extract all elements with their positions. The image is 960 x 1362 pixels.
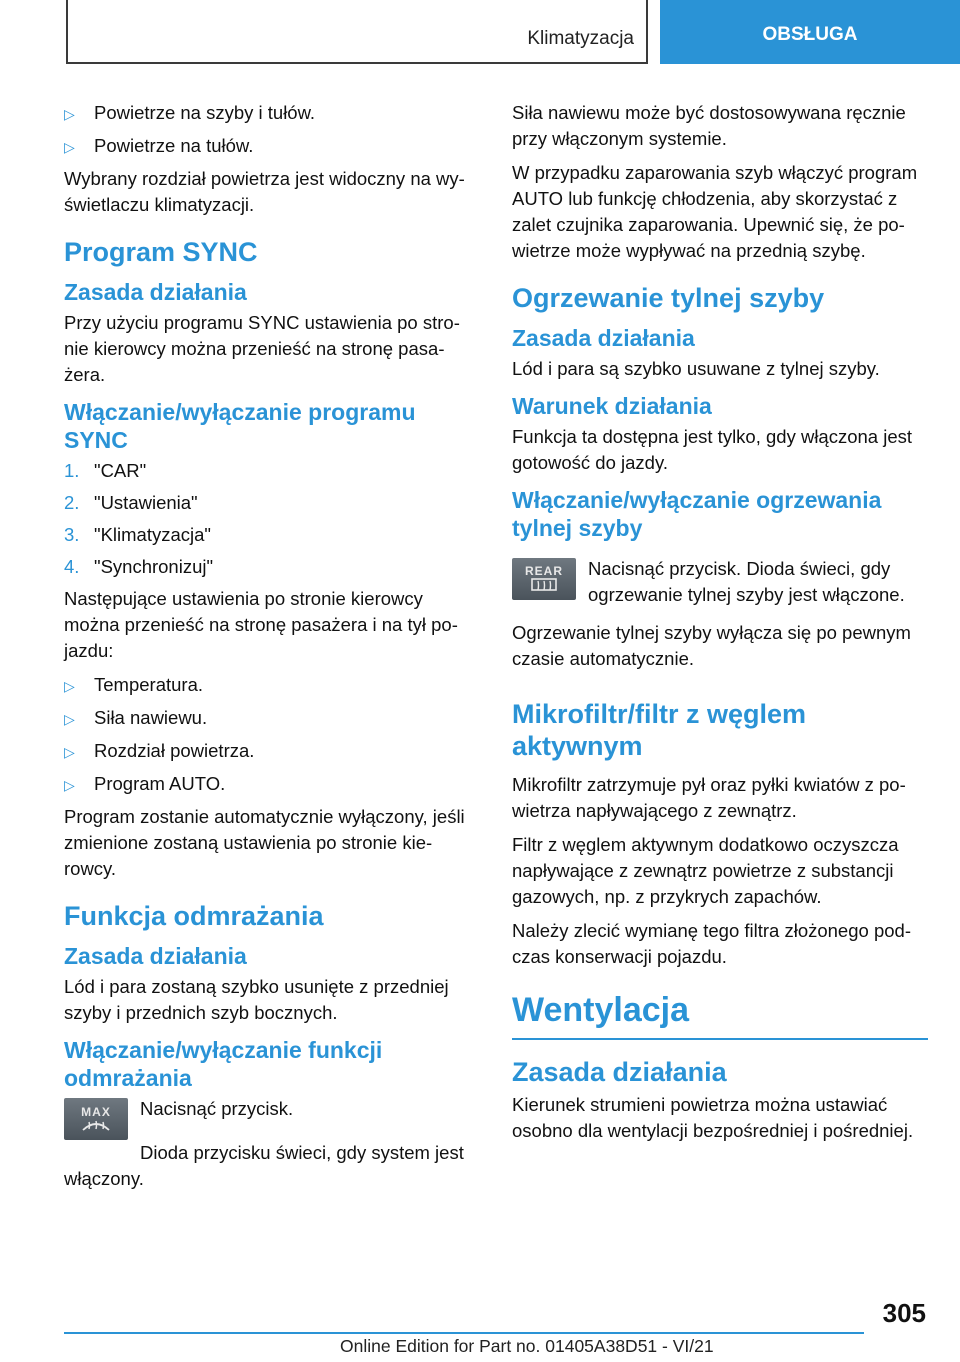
subheading-zasada: Zasada działania [64, 279, 247, 305]
triangle-bullet-icon: ▷ [64, 678, 75, 694]
heading-funkcja-odmrazania: Funkcja odmrażania [64, 901, 324, 931]
triangle-bullet-icon: ▷ [64, 106, 75, 122]
subheading-wlacz-ogrzewania: Włączanie/wyłączanie ogrzewania tylnej szyby [512, 487, 882, 541]
triangle-bullet-icon: ▷ [64, 744, 75, 760]
triangle-bullet-icon: ▷ [64, 139, 75, 155]
heading-ogrzewanie-tylnej-szyby: Ogrzewanie tylnej szyby [512, 283, 825, 313]
paragraph: Funkcja ta dostępna jest tylko, gdy włączona jest gotowość do jazdy. [512, 426, 913, 473]
button-instruction [512, 556, 928, 614]
paragraph: Wybrany rozdział powietrza jest widoczny na wyświetlaczu klimatyzacji. [64, 168, 465, 215]
section-tab[interactable]: OBSŁUGA [660, 0, 960, 64]
paragraph: Następujące ustawienia po stronie kierowcy można przenieść na stronę pasażera i na tył pojazdu: [64, 588, 458, 661]
paragraph: Przy użyciu programu SYNC ustawienia po stronie kierowcy można przenieść na stronę pasażera. [64, 312, 460, 385]
header-frame [66, 0, 648, 64]
step-item: 1. "CAR" [64, 460, 147, 481]
triangle-bullet-icon: ▷ [64, 777, 75, 793]
step-item: 3. "Klimatyzacja" [64, 524, 211, 545]
footer-divider [64, 1332, 864, 1334]
subheading-wlacz-odmrazania: Włączanie/wyłączanie funkcji odmrażania [64, 1037, 383, 1091]
rear-defrost-button-icon: REAR [512, 558, 576, 600]
heading-program-sync: Program SYNC [64, 237, 258, 267]
list-item: ▷ Rozdział powietrza. [64, 738, 476, 765]
paragraph: Nacisnąć przycisk. Dioda świeci, gdy ogrzewanie tylnej szyby jest włączone. [588, 558, 905, 605]
triangle-bullet-icon: ▷ [64, 711, 75, 727]
subheading-wlacz-sync: Włączanie/wyłączanie programu SYNC [64, 399, 416, 453]
paragraph: Lód i para są szybko usuwane z tylnej szyby. [512, 358, 880, 379]
list-item: ▷ Temperatura. [64, 672, 476, 699]
heading-wentylacja: Wentylacja [512, 990, 928, 1040]
paragraph: Mikrofiltr zatrzymuje pył oraz pyłki kwiatów z powietrza napływającego z zewnątrz. [512, 774, 906, 821]
list-item: ▷ Powietrze na szyby i tułów. [64, 100, 476, 127]
subheading-warunek: Warunek działania [512, 393, 712, 419]
step-item: 2. "Ustawienia" [64, 492, 198, 513]
paragraph: Program zostanie automatycznie wyłączony, jeśli zmienione zostaną ustawienia po stronie kierowcy. [64, 806, 465, 879]
heading-mikrofiltr: Mikrofiltr/filtr z węglem aktywnym [512, 699, 807, 761]
list-item: ▷ Siła nawiewu. [64, 705, 476, 732]
paragraph: Ogrzewanie tylnej szyby wyłącza się po pewnym czasie automatycznie. [512, 622, 911, 669]
paragraph: Nacisnąć przycisk. [140, 1098, 294, 1119]
chapter-title: Klimatyzacja [527, 28, 634, 49]
paragraph: Lód i para zostaną szybko usunięte z przedniej szyby i przednich szyb bocznych. [64, 976, 449, 1023]
page-number: 305 [882, 1298, 926, 1328]
subheading-zasada: Zasada działania [512, 1057, 727, 1087]
paragraph: Siła nawiewu może być dostosowywana ręcznie przy włączonym systemie. [512, 102, 906, 149]
left-column [64, 100, 476, 1200]
paragraph: Filtr z węglem aktywnym dodatkowo oczyszcza napływające z zewnątrz powietrze z substancji gazowych, np. z przykrych zapachów. [512, 834, 899, 907]
subheading-zasada: Zasada działania [512, 325, 695, 351]
max-defrost-button-icon: MAX [64, 1098, 128, 1140]
paragraph: Kierunek strumieni powietrza można ustawiać osobno dla wentylacji bezpośredniej i pośredniej. [512, 1094, 914, 1141]
paragraph: Dioda przycisku świeci, gdy system jest włączony. [64, 1142, 464, 1189]
right-column [512, 100, 928, 1152]
paragraph: W przypadku zaparowania szyb włączyć program AUTO lub funkcję chłodzenia, aby skorzystać z zalet czujnika zaparowania. Upewnić się, że powietrze może wypływać na przednią szybę. [512, 162, 918, 261]
edition-info: Online Edition for Part no. 01405A38D51 - VI/21 [340, 1336, 714, 1356]
rear-window-heat-icon [529, 577, 559, 593]
list-item: ▷ Program AUTO. [64, 771, 476, 798]
subheading-zasada: Zasada działania [64, 943, 247, 969]
defrost-waves-icon [81, 1118, 111, 1132]
paragraph: Należy zlecić wymianę tego filtra złożonego podczas konserwacji pojazdu. [512, 920, 911, 967]
step-item: 4. "Synchronizuj" [64, 556, 214, 577]
list-item: ▷ Powietrze na tułów. [64, 133, 476, 160]
button-instruction [64, 1096, 476, 1140]
